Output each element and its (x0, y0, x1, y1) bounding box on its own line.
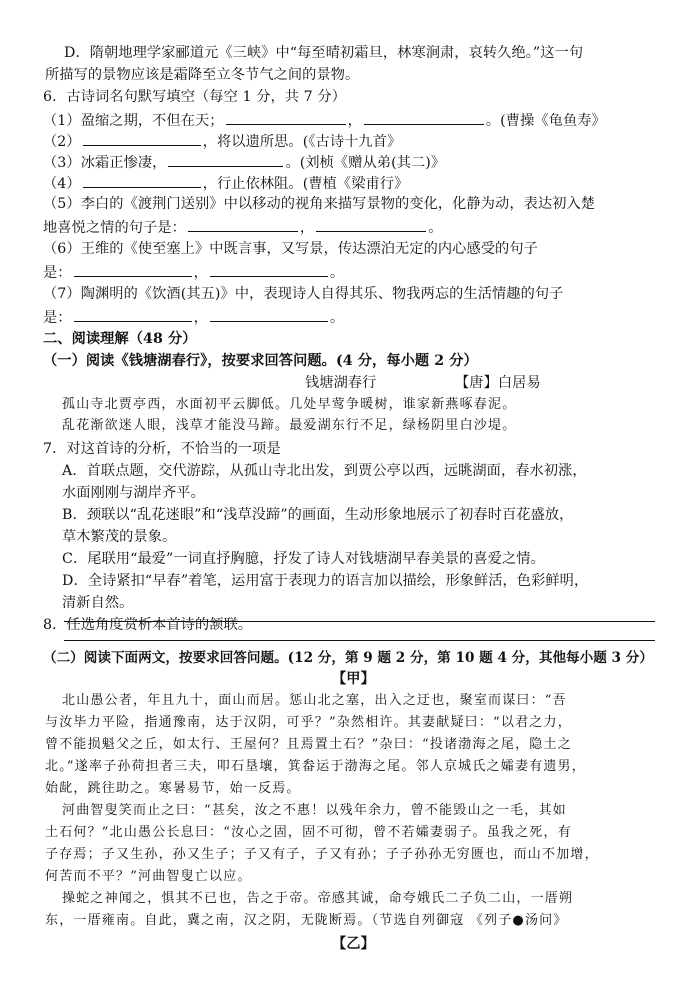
passage-jia-p1-l2: 与汝毕力平险，指通豫南，达于汉阴，可乎？”杂然相许。其妻献疑曰：“以君之力， (45, 715, 572, 730)
poem-line-1: 孤山寺北贾亭西，水面初平云脚低。几处早莺争暖树，谁家新燕啄春泥。 (62, 397, 517, 412)
blank[interactable] (188, 215, 298, 232)
blank[interactable] (168, 150, 283, 167)
passage-jia-p1-l1: 北山愚公者，年且九十，面山而居。惩山北之塞，出入之迂也，聚室而谋曰：“吾 (62, 693, 567, 708)
blank[interactable] (226, 108, 346, 125)
passage-jia-p1-l5: 始龀，跳往助之。寒暑易节，始一反焉。 (45, 781, 301, 796)
blank[interactable] (210, 305, 328, 322)
q6-item-2: （2） ，将以遗所思。(《古诗十九首》 (43, 129, 401, 153)
answer-line-1[interactable] (64, 621, 655, 622)
q7-option-a-line1: A．首联点题，交代游踪，从孤山寺北出发，到贾公亭以西，远眺湖面，春水初涨， (62, 463, 587, 479)
text-yi-label: 【乙】 (332, 936, 375, 952)
poem-line-2: 乱花渐欲迷人眼，浅草才能没马蹄。最爱湖东行不足，绿杨阴里白沙堤。 (62, 418, 517, 433)
q7-stem: 7．对这首诗的分析，不恰当的一项是 (43, 441, 281, 457)
q6-item-1: （1）盈缩之期，不但在天； ， 。(曹操《龟鱼寿》 (43, 108, 606, 132)
q7-option-d-line1: D．全诗紧扣“早春”着笔，运用富于表现力的语言加以描绘，形象鲜活，色彩鲜明， (62, 573, 589, 589)
blank[interactable] (316, 215, 426, 232)
q7-option-b-line2: 草木繁茂的景象。 (62, 529, 177, 545)
q8-stem: 8．任选角度赏析本首诗的颔联。 (43, 617, 253, 633)
passage-jia-p2-l2: 土石何？”北山愚公长息曰：“汝心之固，固不可彻，曾不若孀妻弱子。虽我之死，有 (45, 825, 572, 840)
passage-jia-p3-l1: 操蛇之神闻之，惧其不已也，告之于帝。帝感其诚，命夸娥氏二子负二山，一厝朔 (62, 891, 574, 906)
q6-item-5-line1: （5）李白的《渡荆门送别》中以移动的视角来描写景物的变化，化静为动，表达初入楚 (43, 196, 596, 212)
passage-jia-p1-l3: 曾不能损魁父之丘，如太行、王屋何？且焉置土石？”杂曰：“投诸渤海之尾，隐土之 (45, 737, 572, 752)
q5-option-d-line1: D．隋朝地理学家郦道元《三峡》中“每至晴初霜旦，林寒涧肃，哀转久绝。”这一句 (64, 45, 584, 61)
blank[interactable] (83, 171, 201, 188)
q6-title: 6．古诗词名句默写填空（每空 1 分，共 7 分） (43, 89, 346, 105)
q7-option-b-line1: B．颈联以“乱花迷眼”和“浅草没蹄”的画面，生动形象地展示了初春时百花盛放， (62, 507, 574, 523)
q6-item-5-line2: 地喜悦之情的句子是： ， 。 (43, 215, 442, 239)
part-2-title: （二）阅读下面两文，按要求回答问题。(12 分，第 9 题 2 分，第 10 题 4 分，其他每小题 3 分） (43, 650, 653, 666)
passage-jia-p2-l4: 何苦而不平？”河曲智叟亡以应。 (45, 869, 252, 884)
blank[interactable] (74, 305, 192, 322)
poem-title: 钱塘湖春行 (305, 375, 377, 391)
answer-line-2[interactable] (64, 640, 655, 641)
q5-option-d-line2: 所描写的景物应该是霜降至立冬节气之间的景物。 (45, 67, 360, 83)
passage-jia-p3-l2: 东，一厝雍南。自此，冀之南，汉之阴，无陇断焉。（节选自列御寇 《列子●汤问》 (45, 913, 568, 928)
q6-item-7-line2: 是： ， 。 (43, 305, 344, 329)
text-jia-label: 【甲】 (332, 671, 375, 687)
blank[interactable] (364, 108, 484, 125)
section-2-title: 二、阅读理解（48 分） (43, 331, 197, 347)
passage-jia-p2-l3: 子存焉；子又生孙，孙又生子；子又有子，子又有孙；子子孙孙无穷匮也，而山不加增， (45, 847, 599, 862)
poem-author: 【唐】白居易 (455, 375, 541, 391)
blank[interactable] (83, 129, 201, 146)
q7-option-d-line2: 清新自然。 (62, 595, 134, 611)
q6-item-6-line1: （6）王维的《使至塞上》中既言事，又写景，传达漂泊无定的内心感受的句子 (43, 241, 538, 257)
passage-jia-p1-l4: 北。”遂率子孙荷担者三夫，叩石垦壤，箕畚运于渤海之尾。邻人京城氏之孀妻有遗男， (45, 759, 586, 774)
q6-item-7-line1: （7）陶渊明的《饮酒(其五)》中，表现诗人自得其乐、物我两忘的生活情趣的句子 (43, 286, 564, 302)
passage-jia-p2-l1: 河曲智叟笑而止之曰：“甚矣，汝之不惠！以残年余力，曾不能毁山之一毛，其如 (62, 803, 567, 818)
q7-option-a-line2: 水面刚刚与湖岸齐平。 (62, 485, 205, 501)
part-1-title: （一）阅读《钱塘湖春行》，按要求回答问题。(4 分，每小题 2 分） (43, 353, 478, 369)
q6-item-4: （4） ，行止依林阻。(曹植《梁甫行》 (43, 171, 408, 195)
q7-option-c: C．尾联用“最爱”一词直抒胸臆，抒发了诗人对钱塘湖早春美景的喜爱之情。 (62, 551, 545, 567)
blank[interactable] (74, 260, 192, 277)
blank[interactable] (210, 260, 328, 277)
q6-item-3: （3）冰霜正惨凄， 。(刘桢《赠从弟(其二)》 (43, 150, 445, 174)
q6-item-6-line2: 是： ， 。 (43, 260, 344, 284)
